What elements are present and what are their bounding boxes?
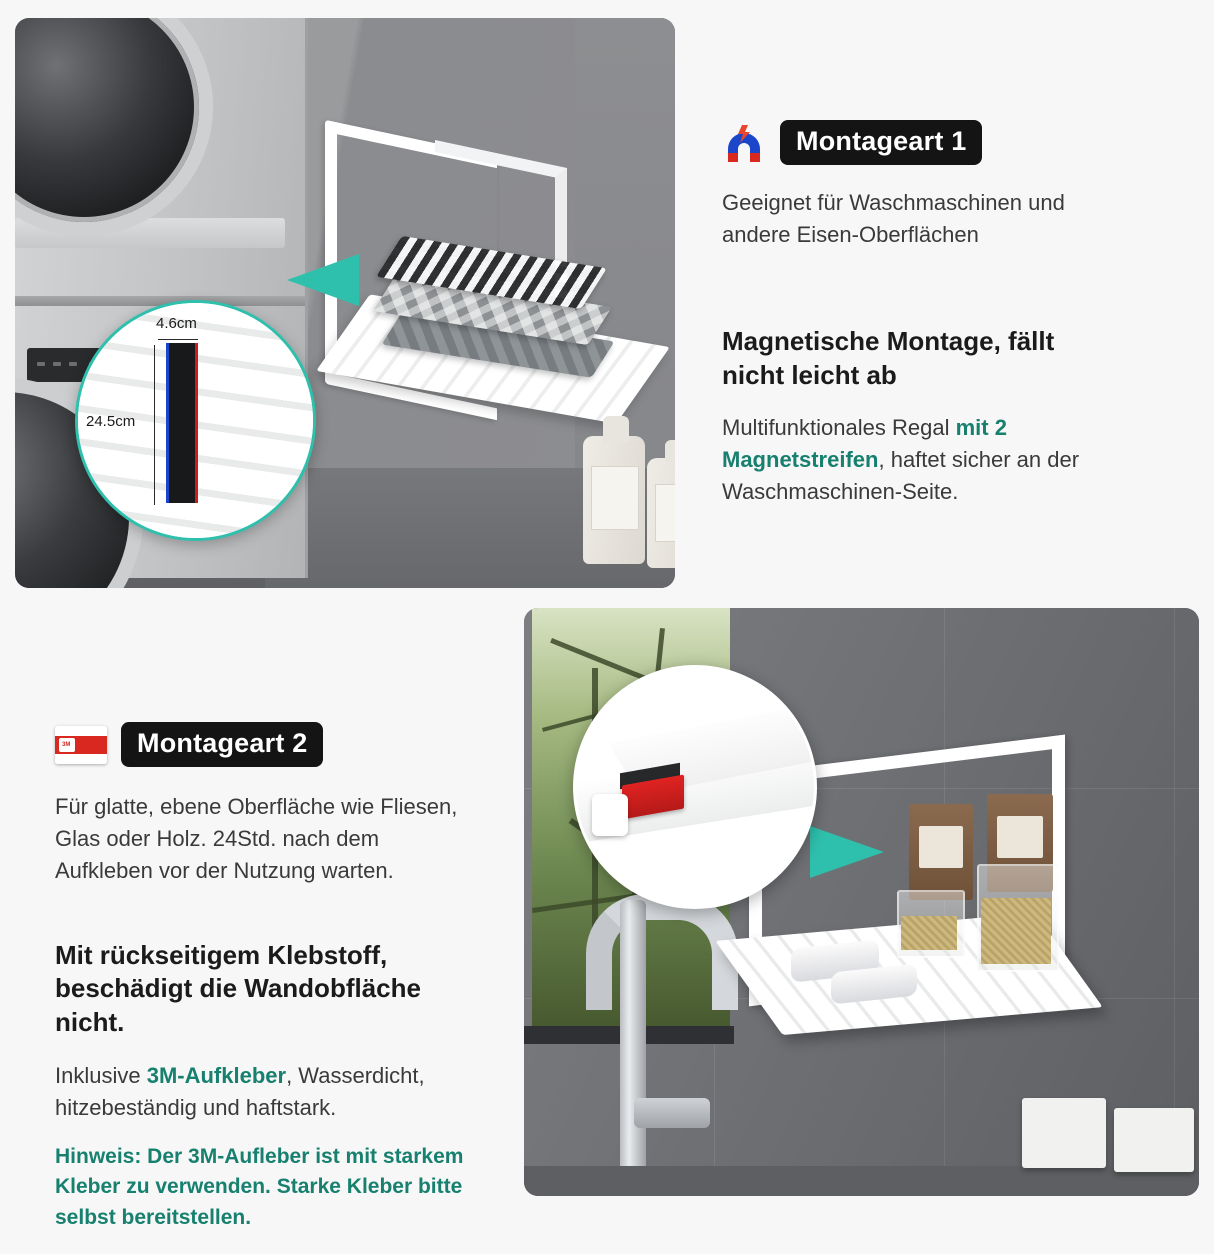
detergent-label-1 [591, 466, 639, 530]
section-2-badge: Montageart 2 [121, 722, 323, 767]
magnet-strip [166, 343, 198, 503]
storage-box-1 [1022, 1098, 1106, 1168]
adhesive-tape-callout [573, 665, 817, 909]
section-1-heading: Magnetische Montage, fällt nicht leicht ab [722, 325, 1055, 390]
section-2-heading [55, 939, 475, 1040]
callout-arrow [287, 254, 359, 306]
width-dimension-line [158, 339, 198, 340]
grain-jar-large-contents [981, 898, 1051, 964]
section-2-heading-line1: Mit rückseitigem Klebstoff, [55, 939, 388, 970]
section-1-body-pre: Multifunktionales Regal [722, 415, 956, 441]
kitchen-scene-image [524, 608, 1199, 1196]
height-dimension-label: 24.5cm [86, 413, 136, 430]
detergent-label-2 [655, 484, 675, 542]
detergent-cap-1 [603, 416, 629, 442]
magnetic-shelf-product [315, 138, 665, 408]
section-1-badge: Montageart 1 [780, 120, 982, 165]
section-1-badge-row [722, 120, 1122, 165]
section-2-heading-line2: beschädigt die Wandobfläche nicht. [55, 973, 421, 1038]
section-2-body-highlight: 3M-Aufkleber [146, 1063, 287, 1089]
faucet-handle [634, 1098, 710, 1128]
callout2-clip [592, 794, 628, 836]
magnet-icon [722, 123, 766, 163]
countertop [524, 1166, 1199, 1196]
storage-box-2 [1114, 1108, 1194, 1172]
section-1-text [722, 120, 1122, 508]
section-2-intro: Für glatte, ebene Oberfläche wie Fliesen, Glas oder Holz. 24Std. nach dem Aufkleben vor der Nutzung warten. [55, 794, 458, 883]
section-2-body-pre: Inklusive [55, 1063, 147, 1089]
section-2-body [55, 1060, 475, 1124]
coffee-pouch-2-label [997, 816, 1043, 858]
coffee-pouch-1-label [919, 826, 963, 868]
laundry-scene-image [15, 18, 675, 588]
section-1-body-highlight: mit 2 Magnetstreifen [722, 415, 1007, 473]
adhesive-tape-icon: 3M [55, 726, 107, 764]
faucet-arc [586, 894, 738, 1010]
section-2-body-post: , Wasserdicht, hitzebeständig und haftstark. [55, 1063, 425, 1120]
section-1-body [722, 412, 1122, 508]
callout2-arrow [810, 826, 884, 878]
magnet-strip-callout [75, 300, 316, 541]
section-2-text [55, 722, 475, 1254]
width-dimension-label: 4.6cm [156, 315, 197, 332]
faucet-body [620, 900, 646, 1196]
section-1-intro: Geeignet für Waschmaschinen und andere Eisen-Oberflächen [722, 190, 1065, 247]
section-2-note: Hinweis: Der 3M-Aufleber ist mit starkem Kleber zu verwenden. Starke Kleber bitte selbst bereitstellen. [55, 1144, 464, 1229]
detergent-cap-2 [665, 440, 675, 462]
section-1-body-post: , haftet sicher an der Waschmaschinen-Seite. [722, 447, 1080, 505]
height-dimension-line [154, 345, 155, 505]
grain-jar-small-contents [901, 916, 957, 950]
section-2-badge-row [55, 722, 475, 767]
